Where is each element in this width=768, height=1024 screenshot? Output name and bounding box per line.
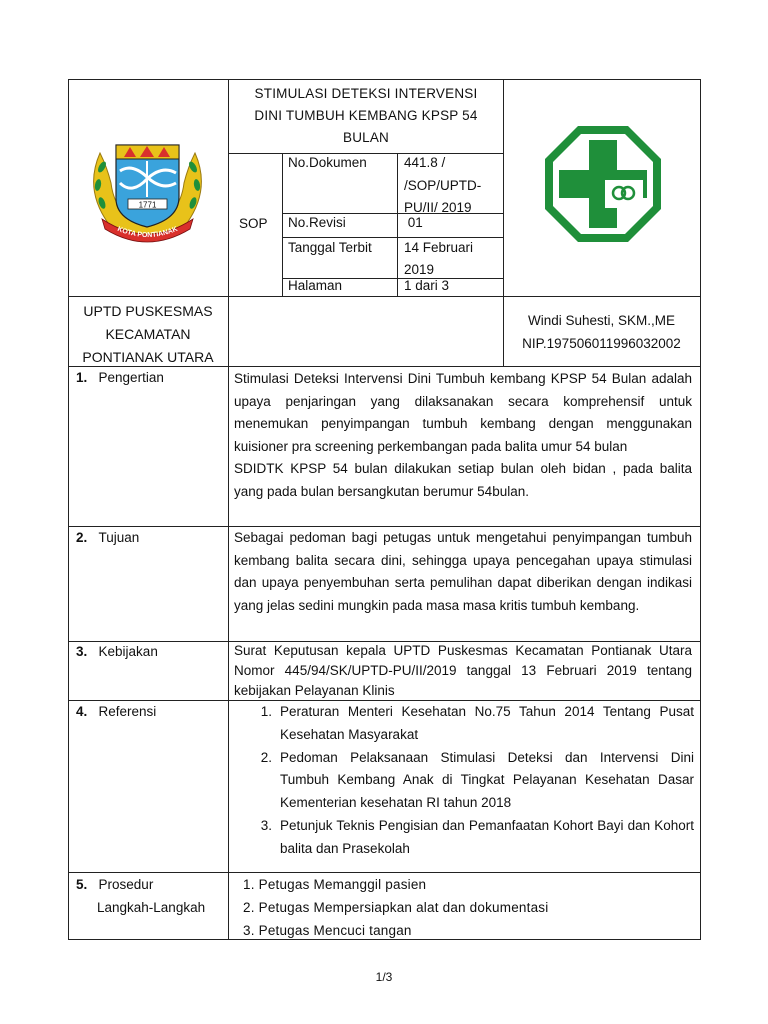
list-item bbox=[236, 815, 694, 861]
sop-divider bbox=[282, 153, 283, 296]
paragraph: Surat Keputusan kepala UPTD Puskesmas Kecamatan Pontianak Utara Nomor 445/94/SK/UPTD-PU/II/2019 tanggal 13 Februari 2019 tentang kebijakan Pelayanan Klinis bbox=[234, 643, 692, 698]
value-line: /SOP/UPTD- bbox=[404, 177, 482, 193]
references-list bbox=[236, 701, 694, 861]
table-border-top bbox=[68, 79, 701, 80]
section-number: 4. bbox=[76, 704, 88, 719]
value-line: 14 Februari bbox=[404, 240, 474, 255]
table-border-right bbox=[700, 79, 701, 940]
emblem-ribbon-text: KOTA PONTIANAK bbox=[116, 225, 179, 240]
signer-nip: NIP.197506011996032002 bbox=[522, 336, 681, 351]
section-1-heading bbox=[76, 367, 164, 389]
header-bottom-line bbox=[68, 296, 701, 297]
procedure-step: 1. Petugas Memanggil pasien bbox=[243, 877, 427, 892]
emblem-year: 1771 bbox=[138, 200, 157, 210]
title-line-2: DINI TUMBUH KEMBANG KPSP 54 bbox=[254, 108, 478, 123]
field-label-tanggal-terbit: Tanggal Terbit bbox=[288, 240, 372, 255]
section-line-5 bbox=[68, 872, 701, 873]
signer-name: Windi Suhesti, SKM.,ME bbox=[527, 313, 676, 328]
section-number: 5. bbox=[76, 877, 88, 892]
table-col-divider bbox=[228, 79, 229, 939]
title-line-1: STIMULASI DETEKSI INTERVENSI bbox=[254, 86, 478, 101]
organization-name bbox=[68, 300, 228, 369]
document-title bbox=[229, 83, 503, 149]
procedure-steps bbox=[243, 874, 548, 942]
field-divider bbox=[397, 153, 398, 296]
section-4-heading bbox=[76, 701, 156, 723]
sop-label: SOP bbox=[239, 216, 268, 231]
section-5-heading bbox=[76, 874, 205, 920]
section-label: Tujuan bbox=[98, 530, 140, 545]
section-2-heading bbox=[76, 527, 139, 549]
list-text: Pedoman Pelaksanaan Stimulasi Deteksi dan Intervensi Dini Tumbuh Kembang Anak di Tingkat Pelayanan Kesehatan Dasar Kementerian kesehatan RI tahun 2018 bbox=[280, 749, 694, 811]
org-line: UPTD PUSKESMAS bbox=[83, 303, 213, 319]
signer-block bbox=[503, 309, 700, 355]
puskesmas-logo bbox=[543, 124, 663, 244]
section-label-line-2: Langkah-Langkah bbox=[97, 899, 206, 915]
list-text: Peraturan Menteri Kesehatan No.75 Tahun 2014 Tentang Pusat Kesehatan Masyarakat bbox=[280, 704, 694, 742]
page-number: 1/3 bbox=[375, 970, 393, 984]
procedure-step: 2. Petugas Mempersiapkan alat dan dokumentasi bbox=[243, 899, 549, 915]
value-line: 2019 bbox=[404, 262, 435, 277]
section-number: 2. bbox=[76, 530, 88, 545]
section-label: Prosedur bbox=[98, 877, 154, 892]
section-number: 1. bbox=[76, 370, 88, 385]
list-number: 1. bbox=[260, 704, 272, 719]
section-label: Referensi bbox=[98, 704, 157, 719]
section-number: 3. bbox=[76, 644, 88, 659]
section-label: Kebijakan bbox=[98, 644, 158, 659]
value-line: PU/II/ 2019 bbox=[404, 200, 472, 215]
table-border-left bbox=[68, 79, 69, 940]
section-3-heading bbox=[76, 641, 158, 663]
list-item bbox=[236, 701, 694, 747]
paragraph: SDIDTK KPSP 54 bulan dilakukan setiap bulan oleh bidan , pada balita yang pada bulan bersangkutan berumur 54bulan. bbox=[234, 461, 692, 499]
value-line: 441.8 / bbox=[404, 155, 446, 170]
field-label-no-revisi: No.Revisi bbox=[288, 215, 346, 230]
org-line: KECAMATAN bbox=[105, 326, 191, 342]
field-label-halaman: Halaman bbox=[288, 278, 343, 293]
field-value-tanggal-terbit bbox=[404, 237, 473, 281]
procedure-step: 3. Petugas Mencuci tangan bbox=[243, 922, 412, 938]
field-value-halaman: 1 dari 3 bbox=[404, 278, 450, 293]
list-text: Petunjuk Teknis Pengisian dan Pemanfaatan Kohort Bayi dan Kohort balita dan Prasekolah bbox=[280, 817, 694, 856]
section-2-content bbox=[234, 527, 692, 617]
field-value-no-revisi: 01 bbox=[404, 215, 423, 230]
field-value-no-dokumen bbox=[404, 152, 481, 220]
section-3-content bbox=[234, 641, 692, 701]
field-label-no-dokumen: No.Dokumen bbox=[288, 155, 367, 170]
paragraph: Sebagai pedoman bagi petugas untuk mengetahui penyimpangan tumbuh kembang balita secara dini, sehingga upaya pencegahan upaya stimulasi dan upaya penyembuhan serta pemulihan dapat diberikan dengan indikasi yang jelas sedini mungkin pada masa masa kritis tumbuh kembang. bbox=[234, 530, 692, 613]
list-item bbox=[236, 747, 694, 815]
list-number: 3. bbox=[260, 817, 272, 833]
section-label: Pengertian bbox=[98, 370, 164, 385]
title-line-3: BULAN bbox=[342, 130, 389, 145]
paragraph: Stimulasi Deteksi Intervensi Dini Tumbuh kembang KPSP 54 Bulan adalah upaya penjaringan yang dilaksanakan secara komprehensif untuk menemukan penyimpangan tumbuh kembang dengan menggunakan kuisioner pra screening perkembangan pada balita umur 54 bulan bbox=[234, 371, 692, 454]
org-line: PONTIANAK UTARA bbox=[82, 349, 214, 365]
city-emblem-logo bbox=[80, 127, 215, 245]
list-number: 2. bbox=[260, 749, 272, 765]
section-1-content bbox=[234, 368, 692, 503]
